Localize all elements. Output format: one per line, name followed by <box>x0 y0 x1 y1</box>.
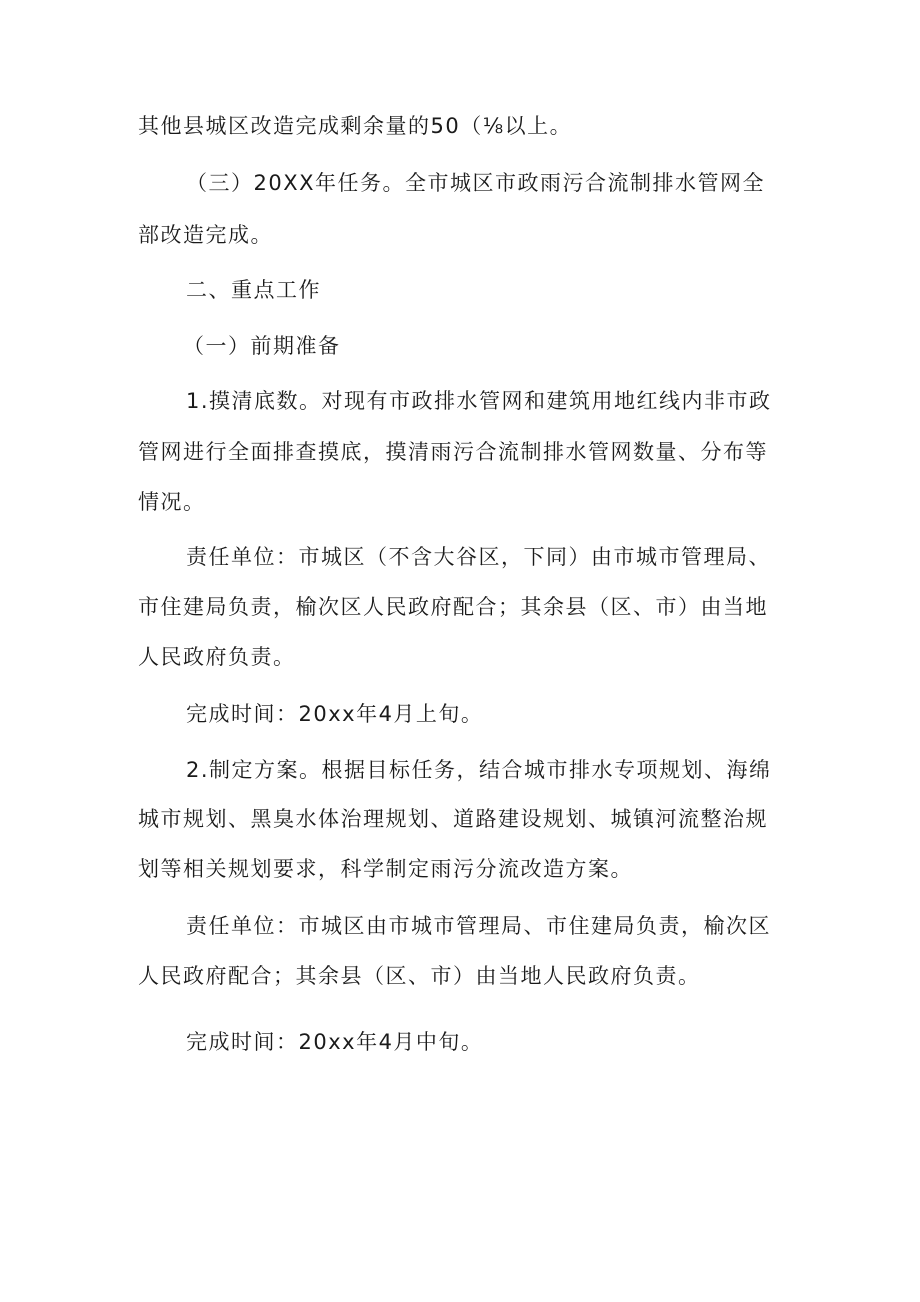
paragraph-line: 划等相关规划要求，科学制定雨污分流改造方案。 <box>138 857 633 881</box>
paragraph-line: 部改造完成。 <box>138 223 273 247</box>
paragraph-line: 人民政府负责。 <box>138 645 296 669</box>
paragraph-line: 完成时间：20xx年4月上旬。 <box>186 702 484 726</box>
paragraph-line: 情况。 <box>138 490 206 514</box>
paragraph-line: 人民政府配合；其余县（区、市）由当地人民政府负责。 <box>138 964 701 988</box>
section-heading: 二、重点工作 <box>186 278 321 302</box>
paragraph-line: 其他县城区改造完成剩余量的50（⅛以上。 <box>138 114 573 138</box>
paragraph-line: 管网进行全面排查摸底，摸清雨污合流制排水管网数量、分布等 <box>138 440 768 464</box>
paragraph-line: 城市规划、黑臭水体治理规划、道路建设规划、城镇河流整治规 <box>138 807 768 831</box>
paragraph-line: 完成时间：20xx年4月中旬。 <box>186 1030 484 1054</box>
paragraph-line: 责任单位：市城区由市城市管理局、市住建局负责，榆次区 <box>186 914 771 938</box>
subsection-heading: （一）前期准备 <box>183 334 341 358</box>
paragraph-line: 1.摸清底数。对现有市政排水管网和建筑用地红线内非市政 <box>186 389 772 413</box>
paragraph-line: （三）20XX年任务。全市城区市政雨污合流制排水管网全 <box>186 171 765 195</box>
paragraph-line: 责任单位：市城区（不含大谷区，下同）由市城市管理局、 <box>186 545 771 569</box>
paragraph-line: 市住建局负责，榆次区人民政府配合；其余县（区、市）由当地 <box>138 595 768 619</box>
paragraph-line: 2.制定方案。根据目标任务，结合城市排水专项规划、海绵 <box>186 758 772 782</box>
